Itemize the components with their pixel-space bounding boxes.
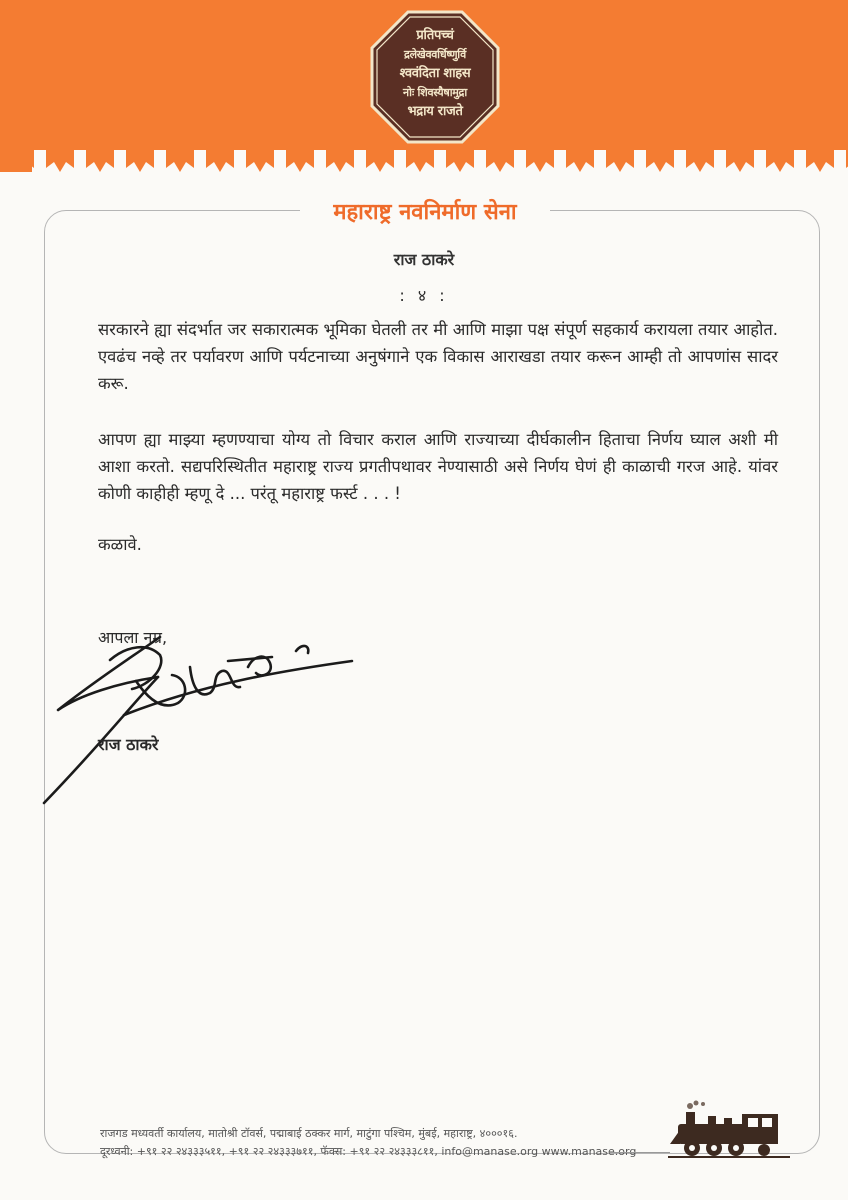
- header-crenel: [126, 150, 154, 172]
- page-number: : ४ :: [399, 286, 449, 305]
- seal-line: प्रतिपच्चं: [416, 28, 454, 43]
- signature-image: [40, 615, 370, 815]
- header-crenel: [446, 150, 474, 172]
- header-crenel: [566, 150, 594, 172]
- header-crenel: [486, 150, 514, 172]
- header-crenel: [246, 150, 274, 172]
- footer-contacts: दूरध्वनी: +९१ २२ २४३३३५११, +९१ २२ २४३३३७११, फॅक्स: +९१ २२ २४३३३८११, info@manase.org www.manase.org: [100, 1145, 637, 1158]
- header-crenel: [726, 150, 754, 172]
- seal-line: नोः शिवस्यैषामुद्रा: [403, 86, 467, 99]
- sender-name: राज ठाकरे: [393, 250, 455, 269]
- header-crenel: [46, 150, 74, 172]
- seal-line: श्ववंदिता शाहस: [399, 66, 471, 81]
- steam-engine-icon: [668, 1100, 790, 1160]
- signature-name: राज ठाकरे: [98, 735, 159, 754]
- header-crenel: [766, 150, 794, 172]
- header-crenel: [206, 150, 234, 172]
- header-crenel: [86, 150, 114, 172]
- header-crenel: [606, 150, 634, 172]
- regards-text: आपला नम्र,: [98, 628, 168, 647]
- header-crenel: [166, 150, 194, 172]
- header-crenel: [366, 150, 394, 172]
- header-crenel: [686, 150, 714, 172]
- header-crenel: [526, 150, 554, 172]
- closing-text: कळावे.: [98, 535, 142, 554]
- seal-text: [378, 26, 492, 121]
- org-name: महाराष्ट्र नवनिर्माण सेना: [300, 196, 550, 230]
- header-crenel: [286, 150, 314, 172]
- footer-rule: [610, 1152, 670, 1153]
- letter-paragraph-2: आपण ह्या माझ्या म्हणण्याचा योग्य तो विचार कराल आणि राज्याच्या दीर्घकालीन हिताचा निर्णय घ्याल अशी मी आशा करतो. सद्यपरिस्थितीत महाराष्ट्र राज्य प्रगतीपथावर नेण्यासाठी असे निर्णय घेणं ही काळाची गरज आहे. यांवर कोणी काहीही म्हणू दे ... परंतू महाराष्ट्र फर्स्ट . . . !: [98, 430, 778, 503]
- letter-paragraph-1: सरकारने ह्या संदर्भात जर सकारात्मक भूमिका घेतली तर मी आणि माझा पक्ष संपूर्ण सहकार्य करायला तयार आहोत. एवढंच नव्हे तर पर्यावरण आणि पर्यटनाच्या अनुषंगाने एक विकास आराखडा तयार करून आम्ही तो आपणांस सादर करू.: [98, 320, 778, 393]
- seal-line: द्रलेखेववर्धिष्णुर्वि: [404, 48, 466, 61]
- header-crenel: [326, 150, 354, 172]
- footer-address: राजगड मध्यवर्ती कार्यालय, मातोश्री टॉवर्स, पद्माबाई ठक्कर मार्ग, माटुंगा पश्चिम, मुंबई, महाराष्ट्र, ४०००१६.: [100, 1127, 518, 1140]
- header-crenel: [646, 150, 674, 172]
- header-crenel: [406, 150, 434, 172]
- seal-line: भद्राय राजते: [407, 104, 463, 119]
- header-crenel: [806, 150, 834, 172]
